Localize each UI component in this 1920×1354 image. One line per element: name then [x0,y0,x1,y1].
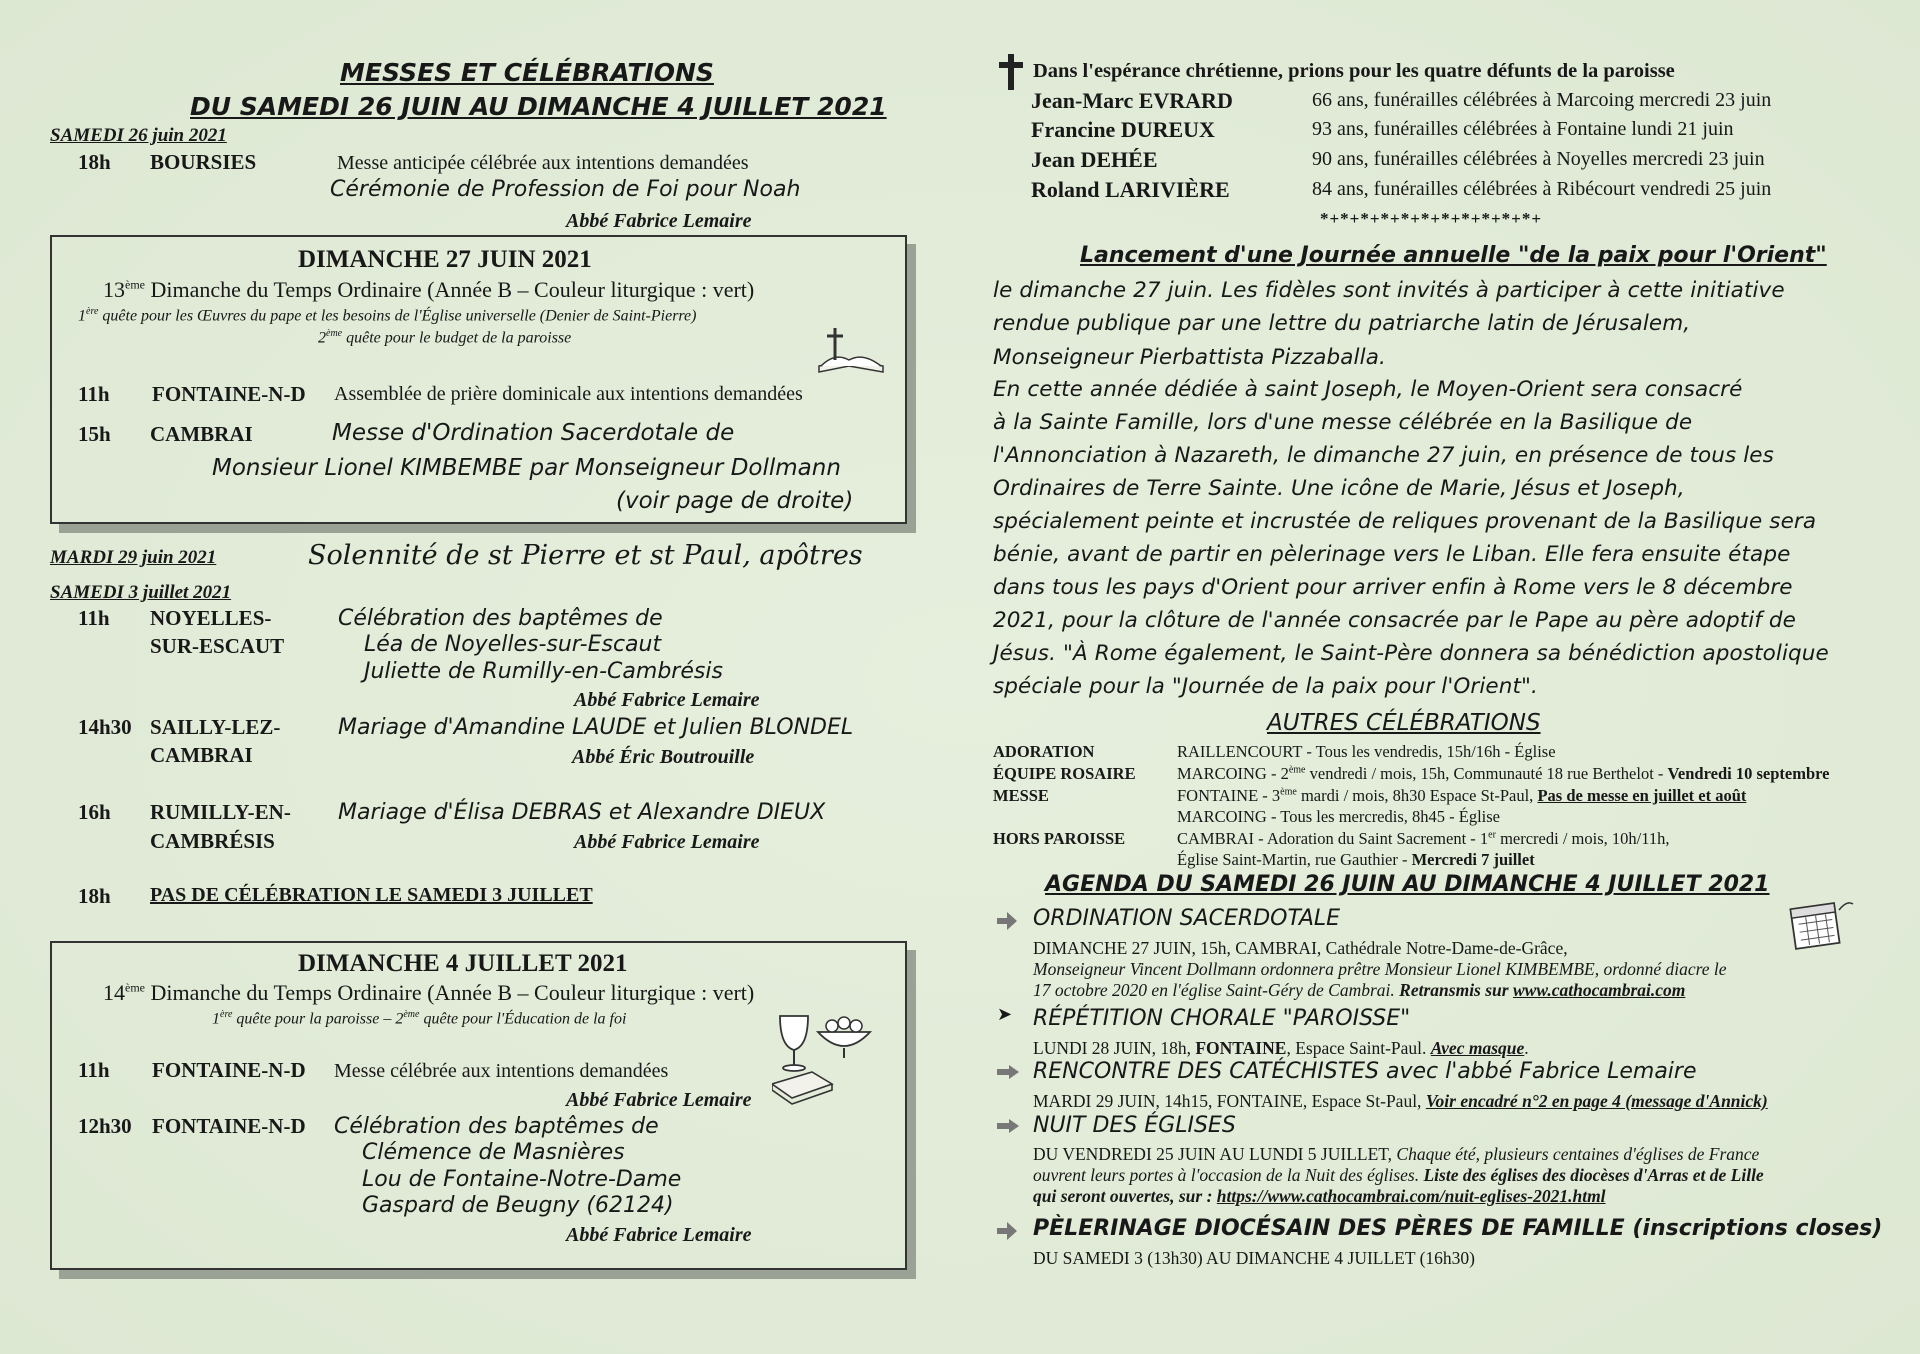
autres-title: AUTRES CÉLÉBRATIONS [1267,710,1541,736]
arrow-icon: ➤ [997,1004,1013,1024]
time: 11h [78,382,110,406]
event-title: Solennité de st Pierre et st Paul, apôtres [308,540,863,571]
day-heading: SAMEDI 26 juin 2021 [50,125,227,146]
autres-text: CAMBRAI - Adoration du Saint Sacrement - 1er mercredi / mois, 10h/11h, [1177,829,1670,848]
peace-line: Monseigneur Pierbattista Pizzaballa. [993,345,1386,370]
place: RUMILLY-EN- [150,800,291,824]
priest: Abbé Fabrice Lemaire [574,689,760,711]
agenda-text: Monseigneur Vincent Dollmann ordonnera prêtre Monsieur Lionel KIMBEMBE, ordonné diacre le [1033,959,1727,979]
event-title: Mariage d'Élisa DEBRAS et Alexandre DIEUX [338,800,826,825]
event-title: Mariage d'Amandine LAUDE et Julien BLONDEL [338,715,854,740]
peace-line: Jésus. "À Rome également, le Saint-Père donnera sa bénédiction apostolique [993,641,1829,666]
deceased-info: 93 ans, funérailles célébrées à Fontaine lundi 21 juin [1312,118,1734,140]
agenda-item-title: ORDINATION SACERDOTALE [1033,906,1341,931]
agenda-item-title: PÈLERINAGE DIOCÉSAIN DES PÈRES DE FAMILLE (inscriptions closes) [1033,1216,1883,1241]
time: 15h [78,422,111,446]
event-title: Messe d'Ordination Sacerdotale de [332,420,735,446]
autres-text: RAILLENCOURT - Tous les vendredis, 15h/16h - Église [1177,742,1556,761]
priest: Abbé Fabrice Lemaire [574,831,760,853]
day-heading: MARDI 29 juin 2021 [50,547,217,568]
peace-line: à la Sainte Famille, lors d'une messe célébrée en la Basilique de [993,410,1693,435]
agenda-text: LUNDI 28 JUIN, 18h, FONTAINE, Espace Saint-Paul. Avec masque. [1033,1038,1529,1058]
place: FONTAINE-N-D [152,1114,306,1138]
deceased-name: Roland LARIVIÈRE [1031,177,1230,202]
peace-line: En cette année dédiée à saint Joseph, le Moyen-Orient sera consacré [993,377,1743,402]
event-line: Juliette de Rumilly-en-Cambrésis [364,659,723,684]
peace-line: dans tous les pays d'Orient pour arriver enfin à Rome vers le 8 décembre [993,575,1793,600]
peace-line: le dimanche 27 juin. Les fidèles sont invités à participer à cette initiative [993,278,1785,303]
time: 18h [78,884,111,908]
arrow-icon [997,1065,1019,1079]
separator: *+*+*+*+*+*+*+*+*+*+*+ [1320,209,1543,228]
event-line: Clémence de Masnières [362,1140,625,1165]
agenda-text: qui seront ouvertes, sur : https://www.cathocambrai.com/nuit-eglises-2021.html [1033,1186,1606,1206]
deceased-title: Dans l'espérance chrétienne, prions pour les quatre défunts de la paroisse [1033,60,1675,82]
place: NOYELLES- [150,606,272,630]
autres-text: Église Saint-Martin, rue Gauthier - Mercredi 7 juillet [1177,850,1535,869]
peace-line: bénie, avant de partir en pèlerinage vers le Liban. Elle fera ensuite étape [993,542,1791,567]
event-text: Messe célébrée aux intentions demandées [334,1060,669,1082]
place: CAMBRÉSIS [150,829,275,853]
place: FONTAINE-N-D [152,1058,306,1082]
place: FONTAINE-N-D [152,382,306,406]
autres-text: FONTAINE - 3ème mardi / mois, 8h30 Espace St-Paul, Pas de messe en juillet et août [1177,786,1747,805]
cross-icon [997,52,1025,92]
event-title: Célébration des baptêmes de [338,606,663,631]
box-title: DIMANCHE 27 JUIN 2021 [298,246,592,273]
left-title-line2: DU SAMEDI 26 JUIN AU DIMANCHE 4 JUILLET 2021 [190,92,887,121]
agenda-text: MARDI 29 JUIN, 14h15, FONTAINE, Espace St-Paul, Voir encadré n°2 en page 4 (message d'Annick) [1033,1091,1768,1111]
deceased-name: Jean DEHÉE [1031,147,1158,172]
arrow-icon [997,1222,1017,1240]
day-heading: SAMEDI 3 juillet 2021 [50,582,232,603]
peace-line: rendue publique par une lettre du patriarche latin de Jérusalem, [993,311,1691,336]
priest: Abbé Fabrice Lemaire [566,1089,752,1111]
agenda-item-title: RÉPÉTITION CHORALE "PAROISSE" [1033,1006,1411,1031]
event-title: Monsieur Lionel KIMBEMBE par Monseigneur Dollmann [212,455,841,481]
autres-tag: ÉQUIPE ROSAIRE [993,764,1136,783]
peace-line: spécialement peinte et incrustée de reliques provenant de la Basilique sera [993,509,1817,534]
event-text: Assemblée de prière dominicale aux intentions demandées [334,383,803,405]
arrow-icon [997,912,1017,930]
peace-line: spéciale pour la "Journée de la paix pour l'Orient". [993,674,1538,699]
place: SUR-ESCAUT [150,634,285,658]
event-line: Gaspard de Beugny (62124) [362,1193,674,1218]
time: 12h30 [78,1114,132,1138]
autres-tag: ADORATION [993,742,1095,761]
place: SAILLY-LEZ- [150,715,281,739]
box-title: DIMANCHE 4 JUILLET 2021 [298,950,628,977]
deceased-info: 84 ans, funérailles célébrées à Ribécourt vendredi 25 juin [1312,178,1772,200]
event-line: Léa de Noyelles-sur-Escaut [364,632,662,657]
agenda-item-title: RENCONTRE DES CATÉCHISTES avec l'abbé Fabrice Lemaire [1033,1059,1697,1084]
event-line: Lou de Fontaine-Notre-Dame [362,1167,682,1192]
collection-2: 2ème quête pour le budget de la paroisse [318,328,572,347]
event-title: Cérémonie de Profession de Foi pour Noah [330,177,801,202]
event-text: Messe anticipée célébrée aux intentions demandées [337,152,749,174]
collection-1: 1ère quête pour les Œuvres du pape et les besoins de l'Église universelle (Denier de Saint-Pierre) [78,306,697,325]
arrow-icon [997,1119,1019,1133]
time: 14h30 [78,715,132,739]
agenda-text: DU SAMEDI 3 (13h30) AU DIMANCHE 4 JUILLET (16h30) [1033,1248,1476,1268]
box-subtitle: 14ème Dimanche du Temps Ordinaire (Année B – Couleur liturgique : vert) [103,980,755,1005]
autres-text: MARCOING - Tous les mercredis, 8h45 - Église [1177,807,1500,826]
place: CAMBRAI [150,743,253,767]
autres-tag: HORS PAROISSE [993,829,1126,848]
agenda-text: ouvrent leurs portes à l'occasion de la Nuit des églises. Liste des églises des diocèses d'Arras et de Lille [1033,1165,1764,1185]
deceased-info: 90 ans, funérailles célébrées à Noyelles mercredi 23 juin [1312,148,1765,170]
bible-icon [815,322,887,380]
peace-line: 2021, pour la clôture de l'année consacrée par le Pape au père adoptif de [993,608,1797,633]
peace-title: Lancement d'une Journée annuelle "de la paix pour l'Orient" [1080,243,1827,268]
time: 18h [78,150,111,174]
priest: Abbé Fabrice Lemaire [566,210,752,232]
event-note: (voir page de droite) [616,488,854,514]
place: BOURSIES [150,150,257,174]
peace-line: l'Annonciation à Nazareth, le dimanche 27 juin, en présence de tous les [993,443,1774,468]
priest: Abbé Éric Boutrouille [572,746,755,768]
autres-tag: MESSE [993,786,1049,805]
priest: Abbé Fabrice Lemaire [566,1224,752,1246]
time: 16h [78,800,111,824]
agenda-item-title: NUIT DES ÉGLISES [1033,1113,1236,1138]
calendar-icon [1787,896,1857,952]
chalice-icon [772,1010,882,1110]
time: 11h [78,606,110,630]
event-title: Célébration des baptêmes de [334,1114,659,1139]
agenda-text: DIMANCHE 27 JUIN, 15h, CAMBRAI, Cathédrale Notre-Dame-de-Grâce, [1033,938,1568,958]
autres-text: MARCOING - 2ème vendredi / mois, 15h, Communauté 18 rue Berthelot - Vendredi 10 septembre [1177,764,1830,783]
time: 11h [78,1058,110,1082]
peace-line: Ordinaires de Terre Sainte. Une icône de Marie, Jésus et Joseph, [993,476,1685,501]
agenda-title: AGENDA DU SAMEDI 26 JUIN AU DIMANCHE 4 JUILLET 2021 [1045,872,1770,897]
event-notice: PAS DE CÉLÉBRATION LE SAMEDI 3 JUILLET [150,884,593,906]
deceased-name: Francine DUREUX [1031,117,1215,142]
agenda-text: 17 octobre 2020 en l'église Saint-Géry de Cambrai. Retransmis sur www.cathocambrai.com [1033,980,1686,1000]
deceased-info: 66 ans, funérailles célébrées à Marcoing mercredi 23 juin [1312,89,1772,111]
box-subtitle: 13ème Dimanche du Temps Ordinaire (Année B – Couleur liturgique : vert) [103,277,755,302]
place: CAMBRAI [150,422,253,446]
collection-line: 1ère quête pour la paroisse – 2ème quête pour l'Éducation de la foi [212,1009,627,1028]
deceased-name: Jean-Marc EVRARD [1031,88,1233,113]
agenda-text: DU VENDREDI 25 JUIN AU LUNDI 5 JUILLET, Chaque été, plusieurs centaines d'églises de France [1033,1144,1760,1164]
left-title-line1: MESSES ET CÉLÉBRATIONS [340,58,714,87]
